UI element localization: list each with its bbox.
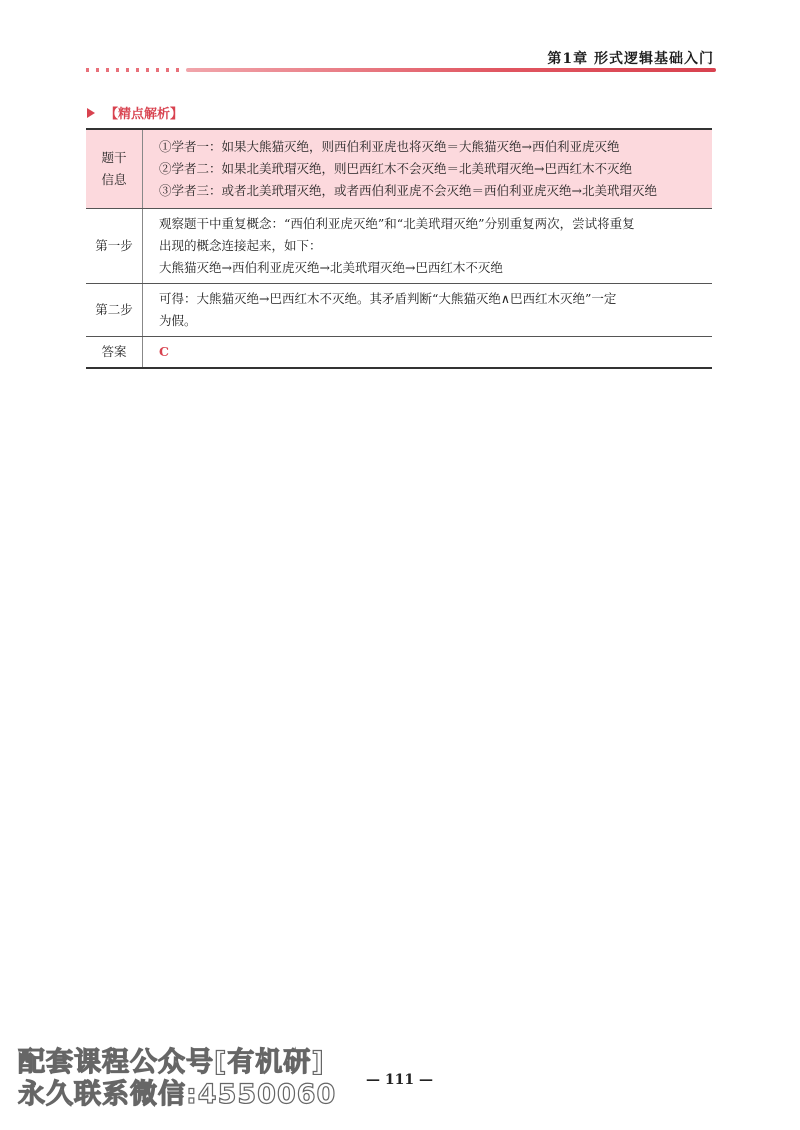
header-dots xyxy=(86,68,186,72)
section-heading-text: 【精点解析】 xyxy=(105,107,184,122)
label-line: 信息 xyxy=(101,172,127,187)
header-bar xyxy=(186,68,716,72)
row-label-given xyxy=(86,129,143,209)
table-row-step2 xyxy=(86,284,712,337)
watermark-line-1: 配套课程公众号[有机研] xyxy=(18,1047,325,1078)
header-rule xyxy=(86,68,716,72)
watermark-line-2: 永久联系微信:4550060 xyxy=(18,1079,337,1110)
row-content-given xyxy=(143,129,713,209)
table-row-step1 xyxy=(86,209,712,284)
given-line-1: ①学者一：如果大熊猫灭绝，则西伯利亚虎也将灭绝＝大熊猫灭绝→西伯利亚虎灭绝 xyxy=(159,139,620,154)
row-content-answer xyxy=(143,337,713,369)
analysis-table xyxy=(86,128,712,369)
chapter-title: 第1章 形式逻辑基础入门 xyxy=(547,51,714,67)
given-line-2: ②学者二：如果北美玳瑁灭绝，则巴西红木不会灭绝＝北美玳瑁灭绝→巴西红木不灭绝 xyxy=(159,161,632,176)
step2-line-1: 可得：大熊猫灭绝→巴西红木不灭绝。其矛盾判断“大熊猫灭绝∧巴西红木灭绝”一定 xyxy=(159,291,617,306)
triangle-icon xyxy=(87,108,95,118)
table-row-answer xyxy=(86,337,712,369)
step1-line-3: 大熊猫灭绝→西伯利亚虎灭绝→北美玳瑁灭绝→巴西红木不灭绝 xyxy=(159,260,503,275)
row-content-step1 xyxy=(143,209,713,284)
page-number: — 111 — xyxy=(366,1072,433,1088)
row-label-step1: 第一步 xyxy=(86,209,143,284)
step1-line-1: 观察题干中重复概念：“西伯利亚虎灭绝”和“北美玳瑁灭绝”分别重复两次，尝试将重复 xyxy=(159,216,635,231)
answer-value: C xyxy=(159,344,169,359)
step2-line-2: 为假。 xyxy=(159,313,197,328)
row-content-step2 xyxy=(143,284,713,337)
given-line-3: ③学者三：或者北美玳瑁灭绝，或者西伯利亚虎不会灭绝＝西伯利亚虎灭绝→北美玳瑁灭绝 xyxy=(159,183,657,198)
step1-line-2: 出现的概念连接起来，如下： xyxy=(159,238,322,253)
section-heading xyxy=(87,103,183,122)
row-label-answer: 答案 xyxy=(86,337,143,369)
row-label-step2: 第二步 xyxy=(86,284,143,337)
table-row-given xyxy=(86,129,712,209)
label-line: 题干 xyxy=(101,150,127,165)
